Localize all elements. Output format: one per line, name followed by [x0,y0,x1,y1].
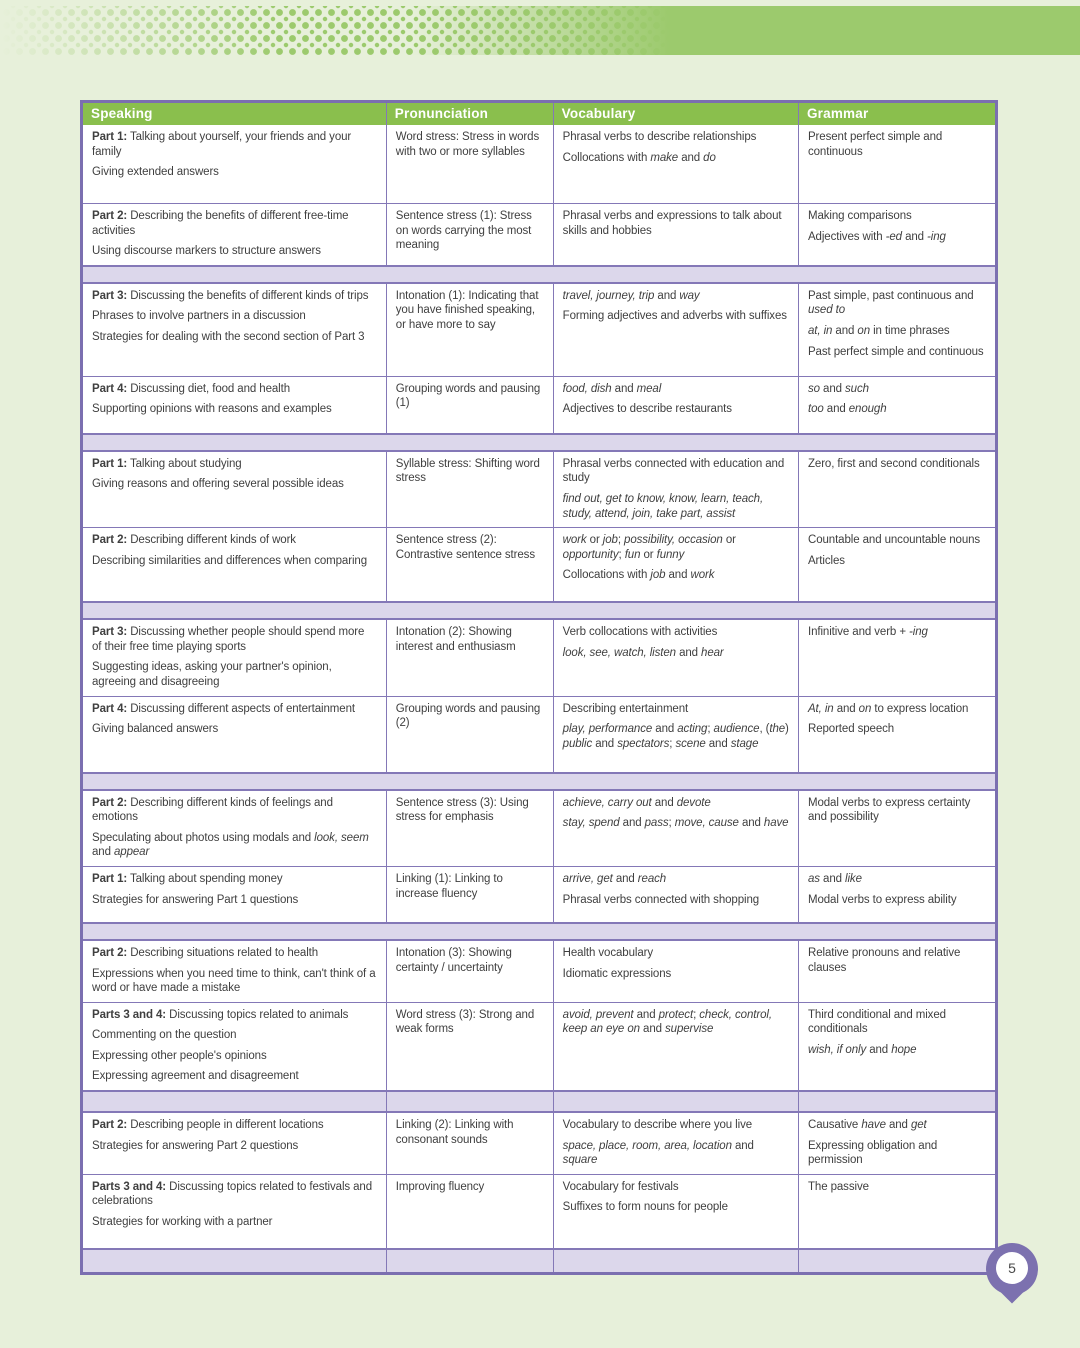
empty-divider-row [83,1090,995,1111]
table-cell [83,867,386,922]
cell-paragraph: Intonation (1): Indicating that you have finished speaking, or have more to say [395,289,539,331]
cell-paragraph: Part 1: Talking about studying [92,457,242,470]
cell-paragraph: Expressions when you need time to think, can't think of a word or have made a mistake [92,967,376,995]
table-row [83,284,995,376]
table-cell [553,620,798,695]
cell-paragraph: at, in and on in time phrases [807,324,950,337]
table-row [83,203,995,265]
cell-paragraph: Expressing agreement and disagreement [92,1070,299,1083]
cell-paragraph: Adjectives with -ed and -ing [807,230,946,243]
cell-paragraph: Vocabulary to describe where you live [562,1119,753,1132]
table-cell [553,452,798,527]
table-cell [386,867,553,922]
table-cell [553,791,798,866]
cell-paragraph: find out, get to know, know, learn, teach, study, attend, join, take part, assist [562,492,764,520]
cell-paragraph: Linking (2): Linking with consonant sounds [395,1119,514,1146]
cell-paragraph: The passive [807,1180,869,1193]
section-divider [83,433,995,452]
cell-paragraph: Giving extended answers [92,166,219,179]
table-cell [553,1113,798,1174]
table-cell [83,1250,386,1272]
table-cell [83,125,386,203]
cell-paragraph: arrive, get and reach [562,872,667,885]
cell-paragraph: Infinitive and verb + -ing [807,626,928,639]
cell-paragraph: Giving balanced answers [92,723,219,736]
table-cell [386,1175,553,1248]
cell-paragraph: play, performance and acting; audience, (the) public and spectators; scene and stage [562,723,789,750]
table-cell [553,125,798,203]
cell-paragraph: Part 1: Talking about spending money [92,872,283,885]
cell-paragraph: Phrasal verbs connected with education and study [562,457,785,485]
table-row [83,452,995,527]
cell-paragraph: Part 2: Describing the benefits of different free-time activities [92,210,349,237]
cell-paragraph: as and like [807,872,862,885]
cell-paragraph: Speculating about photos using modals and look, seem and appear [92,831,369,859]
table-cell [798,620,995,695]
cell-paragraph: travel, journey, trip and way [562,289,700,302]
cell-paragraph: Parts 3 and 4: Discussing topics related to animals [92,1008,349,1021]
cell-paragraph: Part 2: Describing people in different locations [92,1119,324,1132]
cell-paragraph: Sentence stress (2): Contrastive sentence stress [395,534,535,561]
cell-paragraph: Reported speech [807,723,895,736]
table-cell [798,1092,995,1111]
cell-paragraph: space, place, room, area, location and square [562,1139,754,1167]
table-row [83,866,995,922]
section-divider [83,772,995,791]
cell-paragraph: Giving reasons and offering several possible ideas [92,478,344,491]
cell-paragraph: Third conditional and mixed conditionals [807,1008,946,1036]
column-header-speaking: Speaking [91,106,153,121]
page-number: 5 [1008,1260,1016,1276]
cell-paragraph: so and such [807,382,869,395]
table-cell [386,528,553,601]
cell-paragraph: Phrasal verbs and expressions to talk about skills and hobbies [562,210,782,237]
table-cell [83,452,386,527]
cell-paragraph: Vocabulary for festivals [562,1180,679,1193]
table-cell [798,377,995,433]
section-divider [83,601,995,620]
table-cell [386,284,553,376]
cell-paragraph: Strategies for answering Part 1 questions [92,893,299,906]
table-cell [386,791,553,866]
cell-paragraph: Part 4: Discussing different aspects of entertainment [92,702,355,715]
cell-paragraph: Health vocabulary [562,946,654,959]
table-cell [83,620,386,695]
cell-paragraph: Part 2: Describing different kinds of feelings and emotions [92,796,333,824]
table-row [83,941,995,1002]
cell-paragraph: Verb collocations with activities [562,626,718,639]
table-cell [83,528,386,601]
cell-paragraph: food, dish and meal [562,382,662,395]
cell-paragraph: Part 2: Describing different kinds of work [92,534,296,547]
table-cell [83,1003,386,1090]
table-cell [553,1092,798,1111]
table-cell [83,941,386,1002]
table-cell [386,1003,553,1090]
cell-paragraph: wish, if only and hope [807,1043,917,1056]
page-number-circle [996,1252,1028,1284]
cell-paragraph: avoid, prevent and protect; check, control, keep an eye on and supervise [562,1008,772,1036]
table-cell [553,528,798,601]
table-cell [83,791,386,866]
table-cell [553,1250,798,1272]
table-cell [798,528,995,601]
cell-paragraph: Phrases to involve partners in a discussion [92,310,306,323]
cell-paragraph: Word stress (3): Strong and weak forms [395,1008,535,1036]
cell-paragraph: Forming adjectives and adverbs with suffixes [562,310,787,323]
table-cell [386,620,553,695]
cell-paragraph: Commenting on the question [92,1029,237,1042]
table-cell [83,204,386,265]
table-cell [386,697,553,772]
cell-paragraph: Improving fluency [395,1180,485,1193]
cell-paragraph: Strategies for answering Part 2 questions [92,1139,299,1152]
cell-paragraph: Collocations with make and do [562,151,716,164]
table-cell [553,1003,798,1090]
cell-paragraph: Part 4: Discussing diet, food and health [92,382,291,395]
table-row [83,696,995,772]
cell-paragraph: Suffixes to form nouns for people [562,1201,728,1214]
table-cell [553,867,798,922]
cell-paragraph: look, see, watch, listen and hear [562,646,724,659]
cell-paragraph: Past simple, past continuous and used to [807,289,974,317]
table-header-row [83,103,995,125]
cell-paragraph: Supporting opinions with reasons and examples [92,403,332,416]
table-cell [798,697,995,772]
table-row [83,1174,995,1248]
table-row [83,1002,995,1090]
table-row [83,791,995,866]
table-cell [798,284,995,376]
cell-paragraph: Describing entertainment [562,702,689,715]
cell-paragraph: Modal verbs to express ability [807,893,957,906]
table-cell [83,697,386,772]
table-cell [798,125,995,203]
cell-paragraph: Strategies for dealing with the second section of Part 3 [92,330,365,343]
cell-paragraph: Causative have and get [807,1119,927,1132]
cell-paragraph: Adjectives to describe restaurants [562,403,732,416]
table-cell [83,1175,386,1248]
table-cell [386,204,553,265]
cell-paragraph: Suggesting ideas, asking your partner's opinion, agreeing and disagreeing [92,661,332,688]
cell-paragraph: Sentence stress (3): Using stress for emphasis [395,796,529,824]
cell-paragraph: Expressing obligation and permission [807,1139,938,1167]
table-row [83,620,995,695]
section-divider [83,265,995,284]
cell-paragraph: Zero, first and second conditionals [807,457,980,470]
table-cell [553,377,798,433]
cell-paragraph: Past perfect simple and continuous [807,345,984,358]
decorative-halftone-banner [0,6,1080,55]
table-cell [553,1175,798,1248]
table-cell [83,377,386,433]
cell-paragraph: too and enough [807,403,887,416]
cell-paragraph: Part 3: Discussing the benefits of different kinds of trips [92,289,369,302]
table-cell [553,941,798,1002]
cell-paragraph: At, in and on to express location [807,702,969,715]
cell-paragraph: Grouping words and pausing (2) [395,702,541,730]
cell-paragraph: Idiomatic expressions [562,967,672,980]
table-cell [798,791,995,866]
cell-paragraph: Linking (1): Linking to increase fluency [395,872,503,900]
cell-paragraph: Using discourse markers to structure answers [92,245,321,258]
cell-paragraph: Word stress: Stress in words with two or more syllables [395,131,540,158]
page-number-badge [986,1243,1038,1311]
table-cell [553,204,798,265]
cell-paragraph: Parts 3 and 4: Discussing topics related to festivals and celebrations [92,1180,373,1208]
table-row [83,1111,995,1174]
table-cell [386,941,553,1002]
table-cell [798,1113,995,1174]
table-cell [798,452,995,527]
cell-paragraph: Part 2: Describing situations related to health [92,946,319,959]
cell-paragraph: Phrasal verbs to describe relationships [562,131,757,143]
cell-paragraph: Intonation (2): Showing interest and enthusiasm [395,626,516,653]
cell-paragraph: Part 3: Discussing whether people should spend more of their free time playing sports [92,626,365,653]
table-cell [83,284,386,376]
table-cell [798,1250,995,1272]
cell-paragraph: Relative pronouns and relative clauses [807,946,961,974]
cell-paragraph: Part 1: Talking about yourself, your friends and your family [92,131,352,158]
table-cell [798,1003,995,1090]
table-cell [83,1113,386,1174]
cell-paragraph: Collocations with job and work [562,569,715,582]
table-row [83,125,995,203]
cell-paragraph: Phrasal verbs connected with shopping [562,893,760,906]
cell-paragraph: Intonation (3): Showing certainty / uncertainty [395,946,512,974]
table-row [83,376,995,433]
cell-paragraph: Articles [807,554,845,567]
table-cell [798,1175,995,1248]
empty-divider-row [83,1248,995,1272]
table-cell [553,697,798,772]
table-cell [798,941,995,1002]
column-header-grammar: Grammar [798,103,995,125]
table-cell [386,125,553,203]
column-header-pronunciation: Pronunciation [386,103,553,125]
cell-paragraph: Modal verbs to express certainty and possibility [807,796,971,824]
cell-paragraph: Countable and uncountable nouns [807,534,981,547]
table-cell [798,867,995,922]
cell-paragraph: Describing similarities and differences when comparing [92,554,367,567]
table-cell [83,1092,386,1111]
column-header-vocabulary: Vocabulary [553,103,798,125]
cell-paragraph: Present perfect simple and continuous [807,131,943,158]
cell-paragraph: Sentence stress (1): Stress on words carrying the most meaning [395,210,532,252]
cell-paragraph: stay, spend and pass; move, cause and have [562,817,789,830]
table-cell [798,204,995,265]
syllabus-table [80,100,998,1275]
cell-paragraph: Strategies for working with a partner [92,1216,273,1229]
cell-paragraph: Syllable stress: Shifting word stress [395,457,540,485]
cell-paragraph: Expressing other people's opinions [92,1049,267,1062]
cell-paragraph: Making comparisons [807,210,912,222]
table-cell [386,1092,553,1111]
table-row [83,527,995,601]
section-divider [83,922,995,941]
table-cell [553,284,798,376]
cell-paragraph: achieve, carry out and devote [562,796,711,809]
table-cell [386,452,553,527]
table-cell [386,1113,553,1174]
table-cell [386,377,553,433]
cell-paragraph: work or job; possibility, occasion or opportunity; fun or funny [562,534,736,561]
table-cell [386,1250,553,1272]
table-body [83,125,995,1272]
cell-paragraph: Grouping words and pausing (1) [395,382,541,410]
